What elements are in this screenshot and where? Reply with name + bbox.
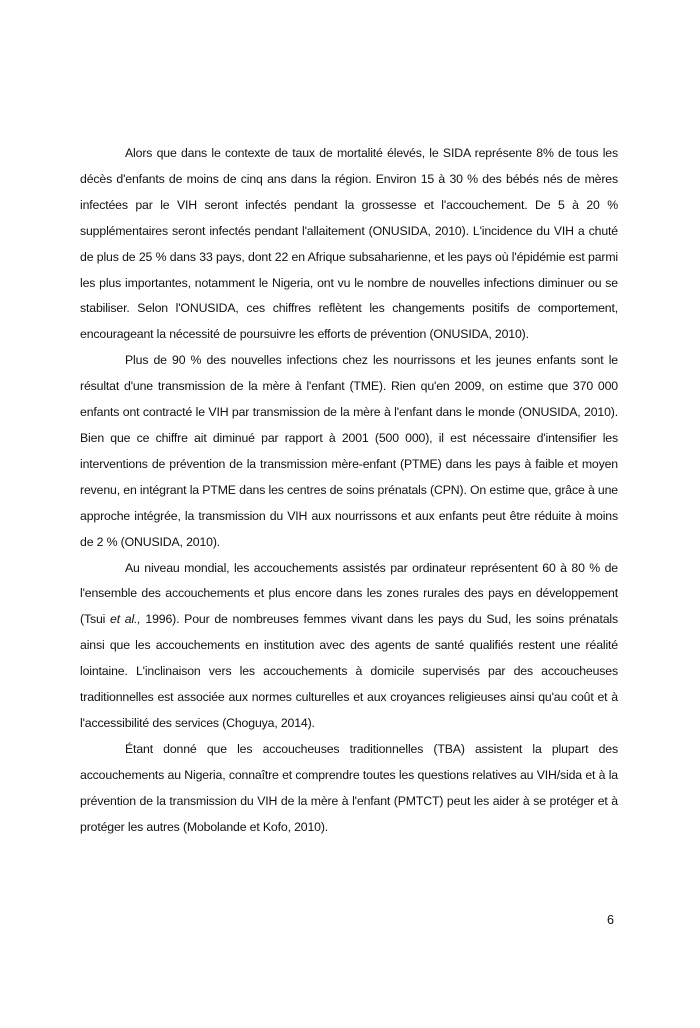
paragraph-traditional-birth-attendants: Étant donné que les accoucheuses traditionnelles (TBA) assistent la plupart des accouchements au Nigeria, connaître et comprendre toutes les questions relatives au VIH/sida et à la prévention de la transmission du VIH de la mère à l'enfant (PMTCT) peut les aider à se protéger et à protéger les autres (Mobolande et Kofo, 2010). <box>80 741 618 834</box>
paragraph-text-segment: 1996). Pour de nombreuses femmes vivant dans les pays du Sud, les soins prénatals ainsi que les accouchements en institution avec des agents de santé qualifiés restent une réalité lointaine. L'inclinaison vers les accouchements à domicile supervisés par des accoucheuses traditionnelles est associée aux normes culturelles et aux croyances religieuses ainsi qu'au coût et à l'accessibilité des services (Choguya, 2014). <box>80 612 618 730</box>
paragraph-text-segment: Au niveau mondial, les accouchements assistés par ordinateur représentent 60 à 80 % de l'ensemble des accouchements et plus encore dans les zones rurales des pays en développement (Tsui <box>80 560 618 627</box>
body-text <box>80 141 618 840</box>
page-number: 6 <box>607 913 614 927</box>
paragraph-aids-mortality: Alors que dans le contexte de taux de mortalité élevés, le SIDA représente 8% de tous les décès d'enfants de moins de cinq ans dans la région. Environ 15 à 30 % des bébés nés de mères infectées par le VIH seront infectés pendant la grossesse et l'accouchement. De 5 à 20 % supplémentaires seront infectés pendant l'allaitement (ONUSIDA, 2010). L'incidence du VIH a chuté de plus de 25 % dans 33 pays, dont 22 en Afrique subsaharienne, et les pays où l'épidémie est parmi les plus importantes, notamment le Nigeria, ont vu le nombre de nouvelles infections diminuer ou se stabiliser. Selon l'ONUSIDA, ces chiffres reflètent les changements positifs de comportement, encourageant la nécessité de poursuivre les efforts de prévention (ONUSIDA, 2010). <box>80 146 618 342</box>
paragraph-assisted-deliveries <box>80 556 618 737</box>
paragraph-mother-to-child-transmission: Plus de 90 % des nouvelles infections chez les nourrissons et les jeunes enfants sont le résultat d'une transmission de la mère à l'enfant (TME). Rien qu'en 2009, on estime que 370 000 enfants ont contracté le VIH par transmission de la mère à l'enfant dans le monde (ONUSIDA, 2010). Bien que ce chiffre ait diminué par rapport à 2001 (500 000), il est nécessaire d'intensifier les interventions de prévention de la transmission mère-enfant (PTME) dans les pays à faible et moyen revenu, en intégrant la PTME dans les centres de soins prénatals (CPN). On estime que, grâce à une approche intégrée, la transmission du VIH aux nourrissons et aux enfants peut être réduite à moins de 2 % (ONUSIDA, 2010). <box>80 353 618 549</box>
citation-et-al: et al., <box>110 612 141 627</box>
